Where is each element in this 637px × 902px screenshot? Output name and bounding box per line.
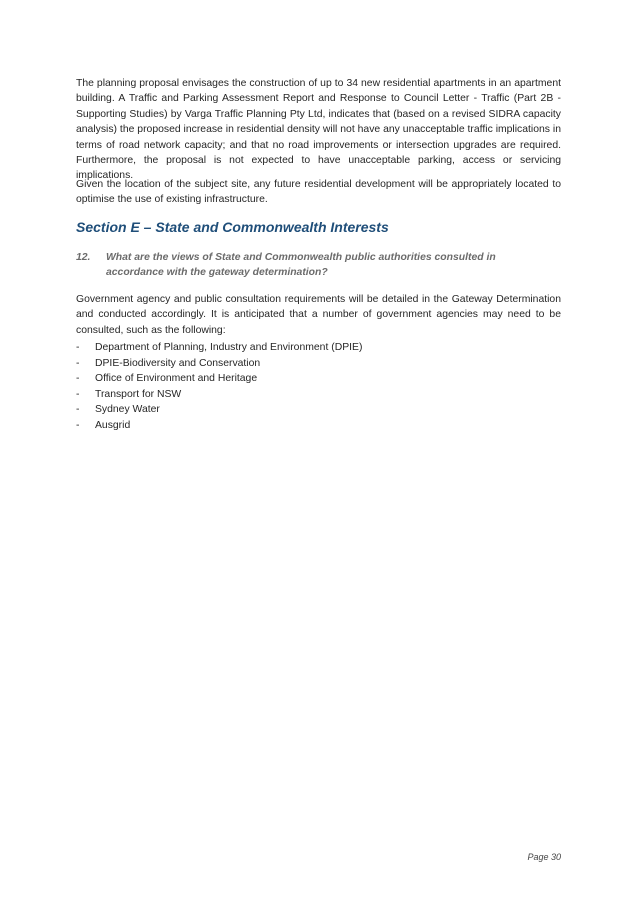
question-number: 12.	[76, 252, 91, 263]
list-bullet: -	[76, 373, 80, 385]
list-item-text: DPIE-Biodiversity and Conservation	[95, 357, 261, 369]
list-item-text: Office of Environment and Heritage	[95, 373, 258, 385]
traffic-paragraph: The planning proposal envisages the construction of up to 34 new residential apartments in an apartment building. A Traffic and Parking Assessment Report and Response to Council Letter - Traffic (Part 2B - Supporting Studies) by Varga Traffic Planning Pty Ltd, indicates that (based on a revised SIDRA capacity analysis) the proposed increase in residential density will not have any unacceptable traffic implications in terms of road network capacity; and that no road improvements or intersection upgrades are required. Furthermore, the proposal is not expected to have unacceptable parking, access or servicing implications.	[76, 78, 561, 182]
list-bullet: -	[76, 388, 80, 400]
infrastructure-paragraph: Given the location of the subject site, any future residential development will be appropriately located to optimise the use of existing infrastructure.	[76, 179, 561, 206]
list-item-text: Department of Planning, Industry and Environment (DPIE)	[95, 342, 363, 353]
section-heading: Section E – State and Commonwealth Interests	[76, 219, 389, 235]
list-bullet: -	[76, 404, 80, 416]
list-item-text: Ausgrid	[95, 419, 131, 431]
question-text: What are the views of State and Commonwealth public authorities consulted in accordance with the gateway determination?	[106, 252, 496, 279]
list-item-text: Sydney Water	[95, 404, 160, 416]
page-number: Page 30	[527, 852, 561, 862]
list-bullet: -	[76, 419, 80, 431]
list-bullet: -	[76, 342, 80, 353]
list-bullet: -	[76, 357, 80, 369]
list-item-text: Transport for NSW	[95, 388, 182, 400]
consultation-paragraph: Government agency and public consultation requirements will be detailed in the Gateway Determination and conducted accordingly. It is anticipated that a number of government agencies may need to be consulted, such as the following:	[76, 294, 561, 336]
